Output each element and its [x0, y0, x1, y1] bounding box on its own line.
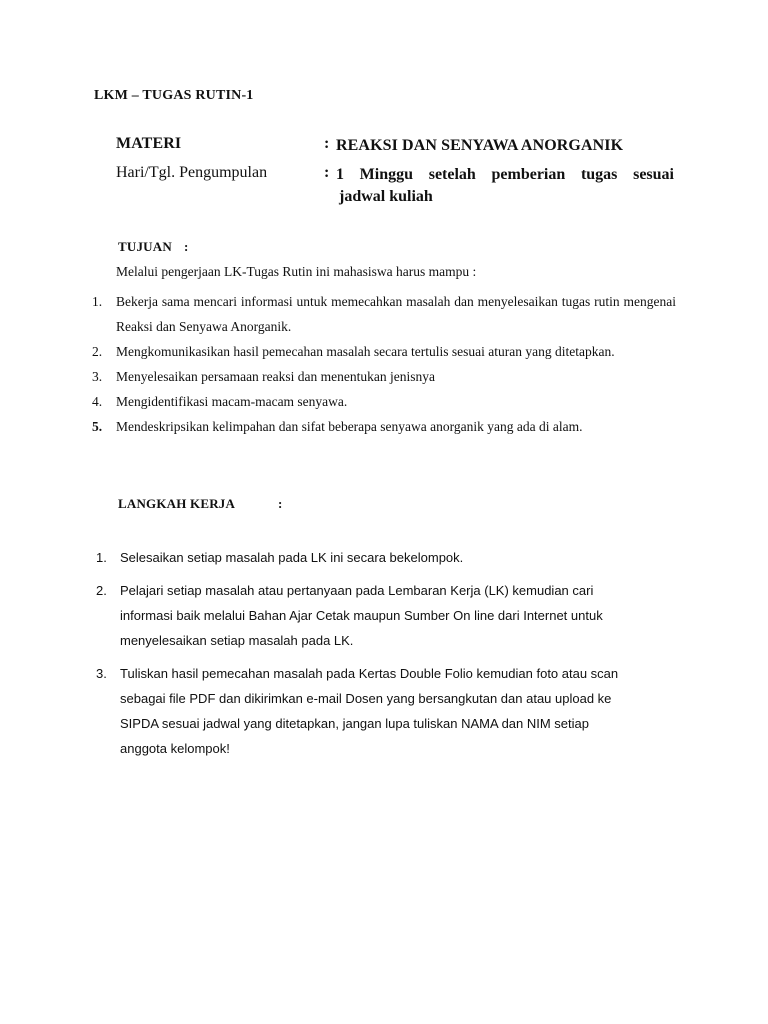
list-item: [92, 414, 676, 439]
list-item-line: informasi baik melalui Bahan Ajar Cetak maupun Sumber On line dari Internet untuk: [120, 608, 603, 623]
materi-value: REAKSI DAN SENYAWA ANORGANIK: [336, 137, 624, 154]
tujuan-heading: [118, 239, 188, 255]
list-item: [92, 364, 676, 389]
list-item-text: Mengidentifikasi macam-macam senyawa.: [116, 394, 348, 409]
tujuan-intro: Melalui pengerjaan LK-Tugas Rutin ini mahasiswa harus mampu :: [116, 264, 477, 279]
list-item-number: 2.: [96, 583, 107, 598]
langkah-kerja-list: [96, 545, 656, 769]
pengumpulan-value: [336, 164, 674, 208]
list-item-line: menyelesaikan setiap masalah pada LK.: [120, 633, 354, 648]
tujuan-heading-colon: :: [183, 239, 189, 254]
list-item-number: 4.: [92, 394, 103, 409]
list-item-number: 2.: [92, 344, 103, 359]
langkah-kerja-heading-text: LANGKAH KERJA: [118, 496, 236, 511]
list-item-number: 5.: [92, 419, 103, 434]
pengumpulan-colon: :: [324, 164, 330, 181]
list-item-line: Tuliskan hasil pemecahan masalah pada Kertas Double Folio kemudian foto atau scan: [120, 666, 619, 681]
list-item-line: sebagai file PDF dan dikirimkan e-mail Dosen yang bersangkutan dan atau upload ke: [120, 691, 612, 706]
list-item-number: 3.: [92, 369, 103, 384]
list-item-line: Selesaikan setiap masalah pada LK ini secara bekelompok.: [120, 550, 464, 565]
list-item: [92, 339, 676, 364]
document-title: LKM – TUGAS RUTIN-1: [94, 88, 254, 103]
pengumpulan-value-line-2: jadwal kuliah: [339, 188, 433, 205]
list-item-line: SIPDA sesuai jadwal yang ditetapkan, jangan lupa tuliskan NAMA dan NIM setiap: [120, 716, 589, 731]
list-item-text: Bekerja sama mencari informasi untuk memecahkan masalah dan menyelesaikan tugas rutin mengenai Reaksi dan Senyawa Anorganik.: [116, 294, 676, 334]
tujuan-heading-text: TUJUAN: [118, 239, 172, 254]
pengumpulan-value-line-1: 1 Minggu setelah pemberian tugas sesuai: [336, 166, 674, 183]
list-item: [92, 289, 676, 339]
pengumpulan-label: Hari/Tgl. Pengumpulan: [116, 164, 268, 181]
list-item-number: 3.: [96, 666, 107, 681]
langkah-kerja-heading: [118, 496, 283, 512]
list-item-line: anggota kelompok!: [120, 741, 230, 756]
list-item-text: Mendeskripsikan kelimpahan dan sifat beberapa senyawa anorganik yang ada di alam.: [116, 419, 583, 434]
materi-label: MATERI: [116, 135, 182, 152]
langkah-kerja-heading-colon: :: [278, 496, 283, 511]
list-item: [96, 661, 656, 761]
list-item-number: 1.: [96, 550, 107, 565]
list-item-text: Mengkomunikasikan hasil pemecahan masalah secara tertulis sesuai aturan yang ditetapkan.: [116, 344, 615, 359]
tujuan-list: [92, 289, 676, 439]
list-item: [96, 545, 656, 570]
list-item-line: Pelajari setiap masalah atau pertanyaan pada Lembaran Kerja (LK) kemudian cari: [120, 583, 594, 598]
list-item: [96, 578, 656, 653]
materi-colon: :: [324, 135, 330, 152]
list-item-number: 1.: [92, 294, 103, 309]
list-item-text: Menyelesaikan persamaan reaksi dan menentukan jenisnya: [116, 369, 436, 384]
list-item: [92, 389, 676, 414]
